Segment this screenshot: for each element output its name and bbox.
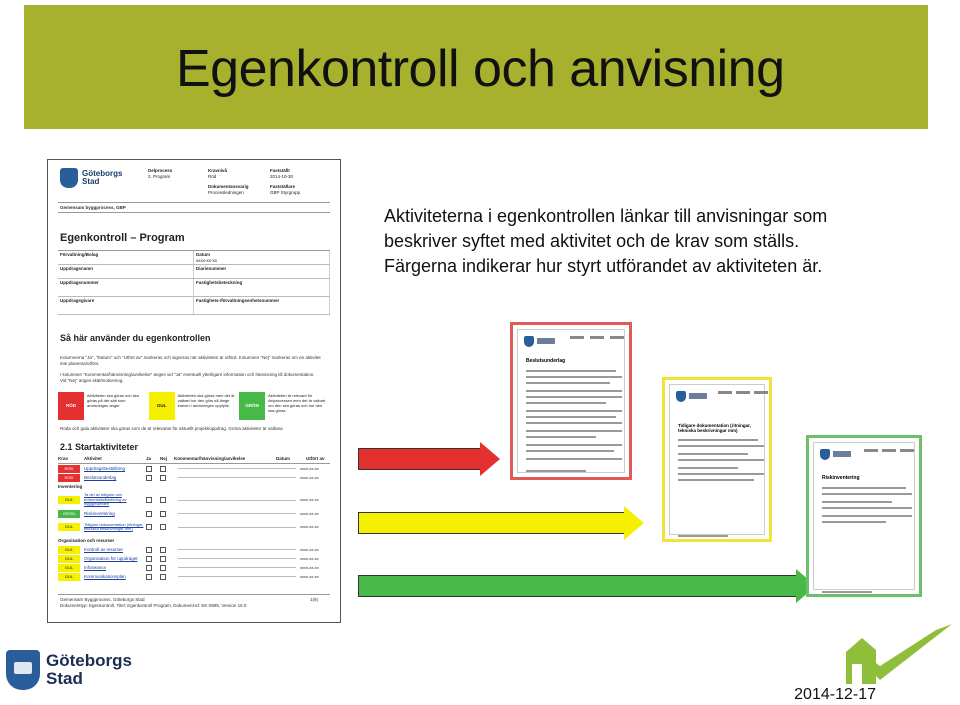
body-line-1: Aktiviteterna i egenkontrollen länkar till anvisningar som (384, 206, 828, 226)
legend-green: GRÖN (239, 392, 265, 420)
document-logo: Göteborgs Stad (60, 168, 122, 188)
table-row: GUL Tidigare dokumentation (ritningar, tekniska beskrivningar mm) xxxx-xx-xx (58, 518, 330, 536)
title-bar (24, 5, 928, 129)
document-subtitle: Gemensam byggprocess, GBP (60, 205, 126, 210)
yellow-arrow (358, 506, 644, 540)
table-row: RÖD Uppdragsbeställning xxxx-xx-xx (58, 464, 330, 473)
color-legend: RÖD Aktiviteten ska göras och ska göras på det sätt som anvisningen anger GUL Aktiviteten ska göras men det är valbart hur den görs så länge kraven i anvisningen uppfylls GRÖN Aktiviteten är relevant för delprocessen men det är valbart om den ska göras och hur den ska göras (58, 392, 330, 422)
table-row: GUL Infoseance xxxx-xx-xx (58, 563, 330, 572)
instruction-para-3: Röda och gula aktiviteter ska göras som de är relevante för aktuellt projekt/uppdrag. Gröna aktiviteter är valbara (60, 426, 283, 431)
thumb-heading: Beslutsunderlag (526, 358, 566, 364)
group-organisation: Organisation och resurser (58, 537, 115, 543)
thumb-heading: Riskinventering (822, 475, 860, 481)
city-crest-icon (60, 168, 78, 188)
document-heading: Egenkontroll – Program (60, 232, 185, 244)
document-footer: Gemensam Byggprocess, Göteborgs Stad Dokumenttyp: Egenkontroll, Titel: Egenkontroll Program, Dokument-id: EK-0895, Version 16.0 (60, 597, 247, 608)
thumb-heading: Tidigare dokumentation (ritningar, tekniska beskrivningar mm) (678, 423, 751, 433)
egenkontroll-document (47, 159, 341, 623)
meta-kravniva: Kravnivå Röd (208, 168, 228, 179)
city-crest-icon (6, 650, 40, 690)
green-arrow (358, 569, 816, 603)
instruction-thumb-green[interactable] (806, 435, 922, 597)
instruction-thumb-red[interactable] (510, 322, 632, 480)
table-row: GRÖN Riskinventering xxxx-xx-xx (58, 509, 330, 518)
slide-title: Egenkontroll och anvisning (176, 40, 785, 98)
slide-body (384, 204, 944, 279)
table-row: GUL Organisation för uppdraget xxxx-xx-xx (58, 554, 330, 563)
document-fields: Förvaltning/Bolag Datum xxxx-xx-xx Uppdragsnamn Diarienummer Uppdragsnummer Fastighetsbeteckning Uppdragsgivare Fastighets-/förvaltningsenhetsnummer (58, 250, 330, 315)
legend-red: RÖD (58, 392, 84, 420)
legend-yellow: GUL (149, 392, 175, 420)
table-row: GUL Kontroll av resurser xxxx-xx-xx (58, 545, 330, 554)
meta-faststallare: Fastställare GBP Styrgrupp (270, 184, 301, 195)
activity-table (58, 455, 330, 581)
meta-delprocess: Delprocess 2. Program (148, 168, 173, 179)
instruction-para-2: I kolumnen "Kommentar/hänvisning/avvikelse" anges vid "Ja" eventuell ytterligare information och hänvisning till dokumentation. Vid "Nej" anges skäl/motivering. (60, 372, 315, 383)
house-check-icon (846, 622, 954, 688)
table-row: GUL Ta del av tidigare och erfarenhetsåterföring av byggprojekten xxxx-xx-xx (58, 491, 330, 509)
table-header: Krav Aktivitet Ja Nej Kommentar/hänvisning/avvikelse Datum Utfört av (58, 455, 330, 464)
section-how-to-use: Så här använder du egenkontrollen (60, 333, 211, 343)
meta-faststallt: Fastställt 2014-10-30 (270, 168, 294, 179)
section-start: 2.1 Startaktiviteter (60, 442, 139, 452)
instruction-thumb-yellow[interactable] (662, 377, 772, 542)
meta-dokumentansvarig: Dokumentansvarig Processledningen (208, 184, 249, 195)
city-crest-icon (820, 449, 830, 460)
instruction-para-1: Kolumnerna "Ja", "Datum" och "Utfört av" markeras och signeras när aktiviteten är utförd. Kolumnen "Nej" markeras om en aktivitet inte planeras/utförs. (60, 355, 321, 366)
body-line-2: beskriver syftet med aktivitet och de krav som ställs. (384, 231, 800, 251)
group-inventering: Inventering (58, 483, 83, 489)
body-line-3: Färgerna indikerar hur styrt utförandet av aktiviteten är. (384, 256, 823, 276)
table-row: RÖD Beslutsunderlag xxxx-xx-xx (58, 473, 330, 482)
goteborgs-stad-logo: Göteborgs Stad (6, 650, 132, 690)
city-crest-icon (676, 391, 686, 402)
city-crest-icon (524, 336, 534, 347)
slide-date: 2014-12-17 (794, 686, 876, 703)
red-arrow (358, 442, 500, 476)
page-number: 1(8) (310, 597, 319, 602)
table-row: GUL Kommunikationsplan xxxx-xx-xx (58, 572, 330, 581)
